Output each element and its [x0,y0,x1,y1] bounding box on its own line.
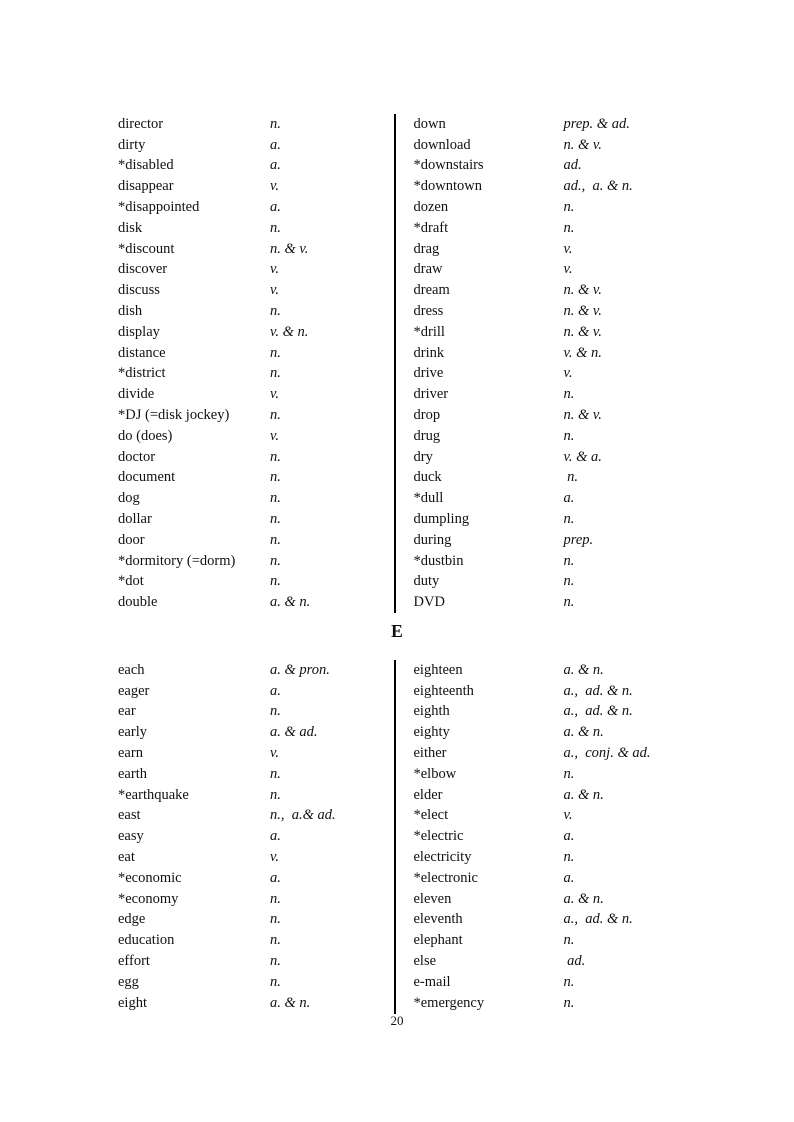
entry-row [414,868,679,889]
entry-pos: v. & n. [270,323,309,340]
entry-word: eight [118,994,147,1011]
entry-word: effort [118,953,150,970]
entry-row [414,468,679,489]
entry-row [118,660,394,681]
entry-row [118,176,394,197]
entry-word: *dot [118,573,144,590]
entry-row [414,743,679,764]
entry-word: door [118,531,145,548]
entry-row [414,785,679,806]
entry-row [118,384,394,405]
entry-word: east [118,807,141,824]
entry-row [414,764,679,785]
entry-row [118,509,394,530]
entry-row [118,972,394,993]
entry-pos: n. [270,953,281,970]
entry-row [118,910,394,931]
entry-pos: v. [270,745,279,762]
entry-word: dress [413,303,444,320]
entry-word: drop [413,407,441,424]
entry-pos: v. [270,427,279,444]
entry-pos: prep. [563,531,594,548]
entry-row [414,551,679,572]
entry-pos: v. [563,807,573,824]
entry-word: elder [413,786,443,803]
entry-word: eat [118,849,135,866]
entry-row [414,572,679,593]
entry-pos: n. [563,552,575,569]
entry-row [118,951,394,972]
entry-pos: a. [270,869,281,886]
entry-word: education [118,932,175,949]
entry-row [414,447,679,468]
entry-word: driver [413,386,449,403]
entry-row [118,197,394,218]
entry-word: dream [413,282,450,299]
entry-row [118,156,394,177]
entry-pos: a. & n. [270,594,311,611]
entry-word: *electric [413,828,464,845]
entry-pos: a. [270,157,281,174]
entry-word: *dormitory (=dorm) [118,552,236,569]
section-header-e: E [391,621,403,641]
entry-row [414,426,679,447]
entry-row [118,572,394,593]
entry-row [118,280,394,301]
entry-pos: n. [563,594,575,611]
entry-pos: n. [563,386,575,403]
entry-pos: a. & n. [563,786,604,803]
entry-word: *discount [118,240,175,257]
entry-row [414,343,679,364]
entry-word: *downstairs [413,157,484,174]
entry-word: egg [118,973,139,990]
entry-pos: n. [270,469,281,486]
entry-word: *elbow [413,765,457,782]
entry-pos: n. [270,786,281,803]
entry-word: dollar [118,511,152,528]
entry-pos: n. [563,469,578,486]
entry-pos: ad. [563,157,582,174]
entry-row [118,301,394,322]
entry-row [118,135,394,156]
entry-pos: a. & n. [563,890,604,907]
entry-word: drive [413,365,444,382]
column-right [396,114,679,613]
entry-pos: n. [563,427,575,444]
entry-row [118,868,394,889]
entry-pos: n. [270,932,281,949]
entry-row [118,785,394,806]
entry-pos: n. [270,511,281,528]
entry-word: ear [118,703,136,720]
entry-pos: n. [270,448,281,465]
entry-row [118,405,394,426]
page-number: 20 [390,1013,404,1028]
entry-row [414,405,679,426]
entry-word: document [118,469,176,486]
entry-row [414,260,679,281]
entry-row [118,530,394,551]
entry-pos: a., ad. & n. [563,911,633,928]
entry-pos: a. & ad. [270,724,318,741]
entry-row [414,681,679,702]
entry-word: distance [118,344,166,361]
entry-word: easy [118,828,144,845]
entry-pos: n. [270,531,281,548]
entry-row [118,681,394,702]
entry-pos: n. [563,219,575,236]
entry-word: *dustbin [413,552,464,569]
entry-word: elephant [413,932,463,949]
entry-pos: v. [270,386,279,403]
entry-word: e-mail [413,973,451,990]
entry-pos: n. [270,219,281,236]
entry-row [414,156,679,177]
entry-word: duck [413,469,442,486]
entry-row [414,509,679,530]
entry-row [118,743,394,764]
entry-word: *downtown [413,178,482,195]
entry-word: download [413,136,471,153]
entry-pos: n., a.& ad. [270,807,336,824]
entry-row [414,301,679,322]
entry-word: discuss [118,282,160,299]
entry-pos: a. [270,828,281,845]
entry-pos: n. [270,303,281,320]
entry-word: either [413,745,447,762]
entry-word: dumpling [413,511,470,528]
entry-pos: n. [563,199,575,216]
entry-pos: n. [270,573,281,590]
entry-pos: n. [270,890,281,907]
entry-row [118,702,394,723]
entry-row [414,702,679,723]
entry-pos: n. [563,849,575,866]
entry-row [118,218,394,239]
entry-word: doctor [118,448,156,465]
entry-word: duty [413,573,440,590]
entry-pos: v. & n. [563,344,602,361]
entry-word: *dull [413,490,444,507]
entry-word: disk [118,219,143,236]
entry-row [414,218,679,239]
entry-pos: n. [563,932,575,949]
entry-row [118,468,394,489]
entry-row [414,910,679,931]
entry-row [118,806,394,827]
entry-pos: n. [270,552,281,569]
entry-row [414,488,679,509]
entry-pos: a., ad. & n. [563,682,633,699]
entry-row [414,951,679,972]
entry-pos: v. & a. [563,448,602,465]
entry-pos: a. & pron. [270,661,330,678]
entry-pos: n. [270,911,281,928]
entry-word: eighty [413,724,450,741]
entry-row [414,135,679,156]
entry-word: *emergency [413,994,485,1011]
entry-row [414,826,679,847]
entry-row [118,239,394,260]
entry-row [118,592,394,613]
entry-pos: a. & n. [563,661,604,678]
entry-row [118,488,394,509]
entry-pos: n. [270,973,281,990]
entry-row [118,343,394,364]
entry-pos: n. & v. [563,407,602,424]
entry-row [414,722,679,743]
entry-pos: n. [563,573,575,590]
entry-pos: v. [270,282,279,299]
entry-row [118,930,394,951]
entry-word: eighteen [413,661,463,678]
entry-word: *disabled [118,157,174,174]
entry-word: divide [118,386,155,403]
entry-word: *draft [413,219,449,236]
entry-row [118,551,394,572]
entry-word: earn [118,745,143,762]
column-right [396,660,679,1014]
entry-row [118,260,394,281]
entry-word: dish [118,303,143,320]
entry-pos: a., ad. & n. [563,703,633,720]
entry-row [118,322,394,343]
entry-word: dry [413,448,433,465]
entry-pos: n. [563,973,575,990]
entry-word: *drill [413,323,445,340]
entry-word: eighteenth [413,682,474,699]
entry-pos: v. [270,849,279,866]
entry-word: eager [118,682,150,699]
entry-row [414,993,679,1014]
entry-pos: a. [563,828,575,845]
entry-row [414,322,679,343]
entry-word: eleventh [413,911,463,928]
entry-row [118,447,394,468]
entry-pos: v. [270,178,279,195]
entry-word: down [413,115,446,132]
entry-word: display [118,323,160,340]
entry-word: double [118,594,158,611]
entry-word: director [118,115,164,132]
entry-word: electricity [413,849,472,866]
entry-pos: n. & v. [563,323,602,340]
entry-row [414,806,679,827]
entry-word: each [118,661,145,678]
entry-row [414,530,679,551]
entry-pos: v. [563,261,573,278]
entry-row [414,197,679,218]
entry-word: eighth [413,703,450,720]
entry-row [414,972,679,993]
entry-word: drink [413,344,445,361]
entry-row [118,764,394,785]
entry-pos: n. [270,703,281,720]
entry-word: dirty [118,136,146,153]
entry-word: dog [118,490,140,507]
entry-row [414,176,679,197]
entry-pos: n. [563,765,575,782]
entry-word: *electronic [413,869,478,886]
entry-pos: a., conj. & ad. [563,745,651,762]
entry-word: *earthquake [118,786,189,803]
entry-row [118,993,394,1014]
entry-pos: n. [563,994,575,1011]
entry-row [118,364,394,385]
entry-pos: n. & v. [563,303,602,320]
entry-word: during [413,531,452,548]
entry-word: do (does) [118,427,173,444]
entry-row [414,660,679,681]
entry-word: disappear [118,178,174,195]
section-d-words [118,114,678,613]
entry-pos: n. [270,365,281,382]
entry-word: *disappointed [118,199,200,216]
entry-row [414,930,679,951]
column-left [118,660,394,1014]
entry-row [118,847,394,868]
section-e-words [118,660,678,1014]
entry-word: *district [118,365,166,382]
entry-row [118,722,394,743]
entry-pos: v. [270,261,279,278]
entry-word: DVD [413,594,445,611]
entry-pos: a. [270,136,281,153]
entry-pos: ad., a. & n. [563,178,633,195]
entry-row [414,889,679,910]
entry-row [118,889,394,910]
entry-word: draw [413,261,443,278]
entry-pos: n. & v. [270,240,309,257]
entry-pos: a. & n. [270,994,311,1011]
entry-pos: n. [563,511,575,528]
entry-pos: a. [270,199,281,216]
entry-row [414,364,679,385]
entry-word: *economic [118,869,182,886]
entry-word: dozen [413,199,449,216]
entry-row [414,239,679,260]
entry-row [414,114,679,135]
entry-row [118,114,394,135]
entry-pos: n. [270,765,281,782]
entry-pos: a. [563,490,575,507]
entry-pos: n. & v. [563,282,602,299]
entry-word: *elect [413,807,449,824]
column-left [118,114,394,613]
entry-pos: a. [270,682,281,699]
entry-pos: n. [270,407,281,424]
entry-row [414,847,679,868]
entry-row [118,826,394,847]
entry-word: earth [118,765,147,782]
entry-pos: a. [563,869,575,886]
entry-word: early [118,724,147,741]
entry-pos: n. [270,115,281,132]
entry-row [414,280,679,301]
entry-pos: n. [270,490,281,507]
entry-row [414,384,679,405]
entry-pos: n. [270,344,281,361]
entry-word: discover [118,261,168,278]
entry-word: else [413,953,437,970]
entry-pos: ad. [563,953,586,970]
entry-pos: a. & n. [563,724,604,741]
entry-pos: prep. & ad. [563,115,630,132]
entry-word: *economy [118,890,179,907]
entry-word: edge [118,911,146,928]
entry-pos: v. [563,240,573,257]
entry-row [414,592,679,613]
entry-word: drug [413,427,441,444]
entry-row [118,426,394,447]
entry-word: eleven [413,890,452,907]
entry-word: drag [413,240,440,257]
entry-pos: v. [563,365,573,382]
entry-pos: n. & v. [563,136,602,153]
entry-word: *DJ (=disk jockey) [118,407,230,424]
